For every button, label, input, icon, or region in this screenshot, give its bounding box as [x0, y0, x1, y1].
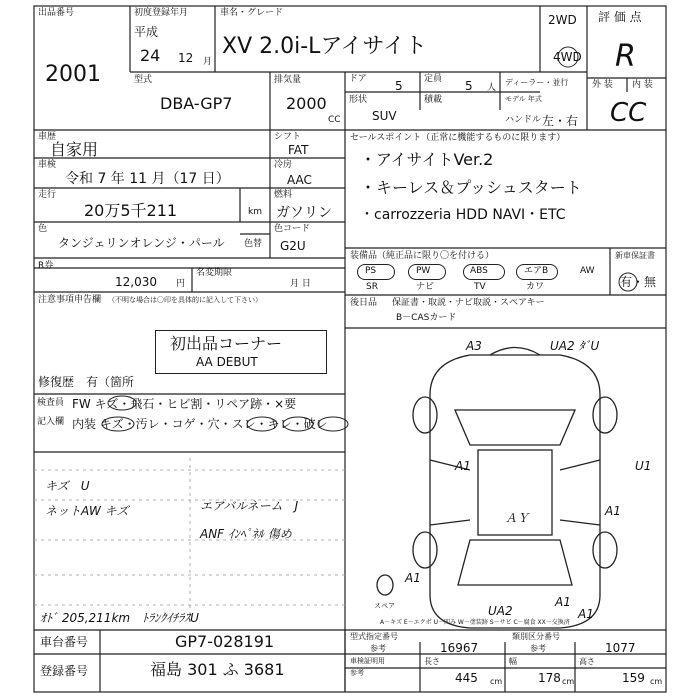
capacity-label: 定員	[424, 74, 443, 84]
class-ref: 参考	[530, 644, 546, 653]
class-no: 1077	[605, 641, 636, 655]
check-row-2: 内装 キズ・汚レ・コゲ・穴・スレ・キレ・破レ	[72, 417, 328, 431]
equip-leather: カワ	[526, 282, 545, 292]
score-label: 評 価 点	[598, 10, 642, 24]
length: 445	[455, 671, 478, 685]
diagram-legend: A－キズ E－エクボ U－凹み W－塗装跡 S－サビ C－腐食 XX－交換済	[380, 619, 570, 626]
selling-point-2: ・キーレス＆プッシュスタート	[360, 178, 582, 197]
length-label: 長さ	[424, 657, 440, 666]
diagram-mark-u1: U1	[635, 459, 652, 473]
selling-points-label: セールスポイント（正常に機能するものに限ります）	[350, 133, 566, 143]
reg-year: 24	[140, 46, 161, 65]
type-cert-label: 型式指定番号	[350, 632, 398, 641]
lot-label: 出品番号	[38, 8, 75, 18]
era: 平成	[134, 25, 159, 39]
diagram-mark-a1-left: A1	[455, 459, 471, 473]
car-name: XV 2.0i-Lアイサイト	[222, 34, 427, 59]
height: 159	[622, 671, 645, 685]
recycle: 12,030	[115, 275, 157, 289]
inspection-label: 車検	[38, 160, 57, 170]
doors: 5	[395, 79, 403, 93]
first-reg-label: 初度登録年月	[134, 8, 189, 18]
interior-label: 内 装	[632, 80, 653, 90]
shape-label: 形状	[349, 95, 368, 105]
month-unit: 月	[203, 57, 213, 67]
diagram-mark-a1-right: A1	[605, 504, 621, 518]
selling-point-3: ・carrozzeria HDD NAVI・ETC	[360, 207, 566, 223]
diagram-mark-ay: ＡＹ	[505, 511, 530, 525]
diagram-mark-a1-corner: A1	[578, 607, 594, 621]
hand-note-3: エアバルネーム J	[200, 499, 299, 513]
debut-line2: AA DEBUT	[196, 355, 258, 369]
doors-label: ドア	[349, 74, 367, 84]
height-label: 高さ	[579, 657, 595, 666]
plate: 福島 301 ふ 3681	[150, 660, 285, 679]
width-label: 幅	[509, 657, 517, 666]
width-unit: cm	[562, 677, 575, 686]
fuel: ガソリン	[276, 205, 332, 221]
recycle-unit: 円	[176, 279, 186, 289]
hand-note-4: ANF ｲﾝﾍﾟﾈﾙ 傷め	[200, 527, 292, 541]
new-car-label: 新車保証書	[615, 251, 655, 260]
mileage-label: 走行	[38, 190, 57, 200]
inspector-label-2: 記入欄	[37, 417, 65, 427]
height-unit: cm	[650, 677, 663, 686]
hand-note-5: ｵﾄﾞ 205,211km ﾄﾗﾝｸｲﾁﾗｽU	[40, 611, 199, 625]
diagram-mark-ua2-rear: UA2	[488, 604, 513, 618]
spare-label: スペア	[374, 602, 395, 610]
caution-note: （不明な場合は〇印を具体的に記入して下さい）	[108, 296, 262, 304]
score: R	[615, 39, 636, 74]
expiry: 月 日	[290, 279, 311, 289]
shift: FAT	[288, 143, 309, 157]
warranty: 有・無	[620, 275, 657, 289]
selling-point-1: ・アイサイトVer.2	[360, 150, 494, 169]
reg-month: 12	[178, 51, 194, 65]
name-grade-label: 車名・グレード	[220, 8, 284, 18]
dealer-label: ディーラー・並行	[505, 78, 569, 87]
recycle-label: R券	[38, 261, 54, 271]
exterior-label: 外 装	[592, 80, 613, 90]
caution-label: 注意事項申告欄	[38, 295, 102, 305]
equip-airbag: エアB	[524, 266, 549, 276]
mileage: 20万5千211	[84, 201, 178, 220]
expiry-label: 名変期限	[196, 268, 233, 278]
inspector-label-1: 検査員	[37, 398, 65, 408]
repair-value: 有（箇所	[86, 375, 135, 389]
color: タンジェリンオレンジ・パール	[58, 236, 225, 250]
capacity-unit: 人	[487, 83, 497, 93]
handle-label: ハンドル	[505, 115, 542, 125]
type-cert-ref: 参考	[370, 644, 386, 653]
repair-label: 修復歴	[38, 375, 75, 389]
ext-int-grade: CC	[610, 98, 647, 128]
dims-label: 車検証明用	[350, 657, 385, 665]
type-cert: 16967	[440, 641, 479, 655]
history-label: 車歴	[38, 132, 57, 142]
shape: SUV	[372, 109, 397, 123]
width: 178	[538, 671, 561, 685]
hand-note-2: ネットAW キズ	[45, 504, 129, 518]
handle: 左・右	[542, 114, 579, 128]
displacement: 2000	[286, 94, 327, 113]
history: 自家用	[50, 140, 99, 159]
capacity: 5	[465, 79, 473, 93]
equip-abs: ABS	[470, 266, 488, 276]
aftermarket-label: 後日品	[350, 298, 378, 308]
equip-aw: AW	[580, 266, 595, 276]
shift-label: シフト	[274, 132, 302, 142]
car-diagram	[377, 348, 617, 629]
chassis-label: 車台番号	[40, 635, 89, 649]
load-label: 積載	[424, 95, 443, 105]
lot-number: 2001	[45, 62, 101, 87]
chassis: GP7-028191	[175, 632, 275, 651]
model-label: 型式	[134, 75, 153, 85]
aftermarket-2: B－CASカード	[396, 313, 457, 323]
inspection: 令和 7 年 11 月（17 日）	[65, 171, 230, 187]
diagram-mark-a3: A3	[466, 339, 482, 353]
equip-navi: ナビ	[416, 282, 435, 292]
cc-unit: CC	[328, 115, 341, 125]
aircon-label: 冷房	[274, 160, 293, 170]
aircon: AAC	[287, 173, 312, 187]
diagram-mark-a1-rear: A1	[555, 595, 571, 609]
color-code-label: 色コード	[274, 224, 311, 234]
diagram-mark-a1-spare: A1	[405, 571, 421, 585]
plate-label: 登録番号	[40, 664, 89, 678]
drive-2wd: 2WD	[548, 13, 577, 27]
debut-line1: 初出品コーナー	[170, 334, 283, 353]
equip-ps: PS	[365, 266, 377, 276]
equipment-label: 装備品（純正品に限り〇を付ける）	[350, 251, 495, 261]
repaint-label: 色替	[244, 239, 263, 249]
equip-sr: SR	[366, 282, 378, 292]
equip-pw: PW	[416, 266, 431, 276]
fuel-label: 燃料	[274, 190, 293, 200]
color-code: G2U	[280, 239, 306, 253]
color-label: 色	[38, 224, 48, 234]
drive-4wd: 4WD	[553, 50, 582, 64]
model: DBA-GP7	[160, 94, 233, 113]
km-unit: km	[248, 207, 262, 217]
length-unit: cm	[490, 677, 503, 686]
hand-note-1: キズ U	[45, 479, 90, 493]
check-row-1: FW キズ・飛石・ヒビ割・リペア跡・×要	[72, 397, 297, 411]
class-label: 類別区分番号	[512, 632, 560, 641]
equip-tv: TV	[474, 282, 486, 292]
dims-ref: 参考	[350, 669, 364, 677]
displacement-label: 排気量	[274, 75, 302, 85]
diagram-mark-ua2: UA2 ﾀﾞU	[550, 339, 600, 353]
model-change-label: モデル 年式	[505, 95, 542, 103]
aftermarket-1: 保証書・取説・ナビ取説・スペアキー	[392, 298, 545, 308]
